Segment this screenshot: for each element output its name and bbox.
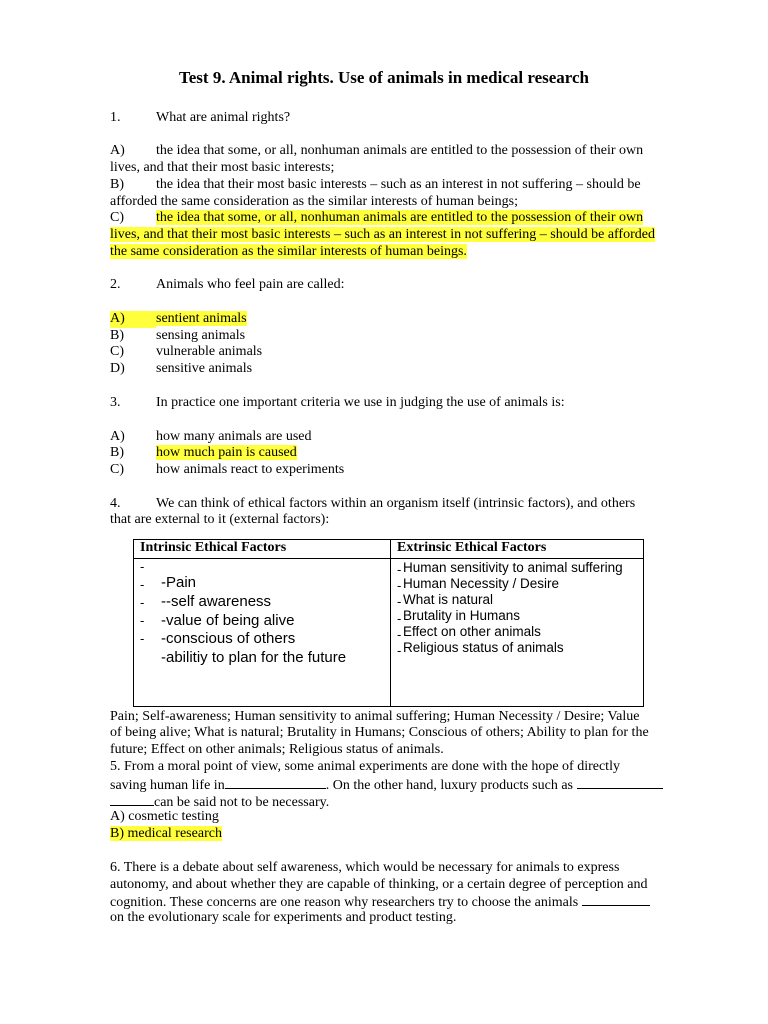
question-number: 4.	[110, 496, 121, 511]
bullet-dash: -	[140, 595, 145, 610]
highlighted-answer: sentient animals	[156, 311, 247, 326]
bullet-dash: -	[397, 611, 402, 626]
question-text: Animals who feel pain are called:	[156, 277, 345, 292]
word-bank: Pain; Self-awareness; Human sensitivity to animal suffering; Human Necessity / Desire; Value	[110, 709, 640, 724]
bullet-dash: -	[397, 627, 402, 642]
extrinsic-factor: Human sensitivity to animal suffering	[403, 560, 623, 575]
bullet-dash: -	[397, 562, 402, 577]
question-6-cont: on the evolutionary scale for experiments and product testing.	[110, 910, 457, 925]
option-text: the idea that some, or all, nonhuman animals are entitled to the possession of their own	[156, 143, 644, 158]
answer-blank[interactable]	[582, 893, 650, 906]
q1-option-a	[110, 143, 643, 160]
q2-option-a	[110, 311, 247, 328]
intrinsic-factor: -Pain	[161, 574, 197, 591]
q5-option-a: A) cosmetic testing	[110, 809, 219, 824]
option-text: how animals react to experiments	[156, 462, 345, 477]
question-text: . On the other hand, luxury products such as	[325, 778, 573, 793]
highlighted-answer: lives, and that their most basic interests – such as an interest in not suffering – should be afforded	[110, 227, 655, 242]
intrinsic-factor: -value of being alive	[161, 612, 295, 629]
bullet-dash: -	[140, 559, 145, 574]
question-text: In practice one important criteria we use in judging the use of animals is:	[156, 395, 565, 410]
highlighted-answer: the same consideration as the similar interests of human beings.	[110, 244, 467, 259]
extrinsic-factor: Brutality in Humans	[403, 608, 521, 623]
option-label: C)	[110, 344, 124, 359]
question-5: 5. From a moral point of view, some animal experiments are done with the hope of directly	[110, 759, 620, 774]
bullet-dash: -	[140, 577, 145, 592]
bullet-dash: -	[397, 594, 402, 609]
extrinsic-header: Extrinsic Ethical Factors	[391, 540, 644, 559]
q1-option-b-cont: afforded the same consideration as the similar interests of human beings;	[110, 194, 518, 209]
question-2	[110, 277, 345, 294]
option-text: sensitive animals	[156, 361, 253, 376]
answer-blank[interactable]	[110, 793, 154, 806]
q2-option-d	[110, 361, 252, 378]
option-label: B)	[110, 445, 124, 460]
intrinsic-cell	[134, 559, 391, 707]
question-4-cont: that are external to it (external factors):	[110, 512, 330, 527]
question-4	[110, 496, 635, 513]
question-6-cont: autonomy, and about whether they are capable of thinking, or a certain degree of perception and	[110, 877, 648, 892]
q1-option-c	[110, 210, 643, 227]
highlighted-answer: the idea that some, or all, nonhuman animals are entitled to the possession of their own	[156, 210, 644, 225]
option-label: D)	[110, 361, 125, 376]
intrinsic-factor: --self awareness	[161, 593, 272, 610]
q2-option-c	[110, 344, 262, 361]
question-text: saving human life in	[110, 778, 225, 793]
q1-option-a-cont: lives, and that their most basic interests;	[110, 160, 335, 175]
option-label: C)	[110, 462, 124, 477]
q5-option-b	[110, 826, 222, 843]
option-text: the idea that their most basic interests – such as an interest in not suffering – should be	[156, 177, 641, 192]
question-6-cont	[110, 893, 650, 912]
q1-option-c-cont2	[110, 244, 467, 261]
intrinsic-factor: -conscious of others	[161, 630, 296, 647]
question-text: can be said not to be necessary.	[154, 795, 330, 810]
q2-option-b	[110, 328, 245, 345]
extrinsic-factor: Human Necessity / Desire	[403, 576, 560, 591]
answer-blank[interactable]	[577, 776, 663, 789]
question-5-cont	[110, 776, 663, 795]
extrinsic-factor: What is natural	[403, 592, 494, 607]
bullet-dash: -	[140, 631, 145, 646]
extrinsic-factor: Religious status of animals	[403, 640, 564, 655]
option-label: B)	[110, 328, 124, 343]
intrinsic-header: Intrinsic Ethical Factors	[134, 540, 391, 559]
bullet-dash: -	[397, 643, 402, 658]
question-text: cognition. These concerns are one reason why researchers try to choose the animals	[110, 895, 579, 910]
q3-option-b	[110, 445, 297, 462]
intrinsic-factor: -abilitiy to plan for the future	[161, 649, 347, 666]
q3-option-c	[110, 462, 344, 479]
extrinsic-cell	[391, 559, 644, 707]
question-number: 2.	[110, 277, 121, 292]
question-6: 6. There is a debate about self awareness, which would be necessary for animals to express	[110, 860, 620, 875]
bullet-dash: -	[140, 613, 145, 628]
word-bank-cont: future; Effect on other animals; Religious status of animals.	[110, 742, 444, 757]
option-label: B)	[110, 177, 124, 192]
option-label: A)	[110, 311, 156, 328]
option-label: A)	[110, 429, 125, 444]
word-bank-cont: of being alive; What is natural; Brutality in Humans; Conscious of others; Ability to plan for the	[110, 725, 649, 740]
bullet-dash: -	[397, 578, 402, 593]
question-text: What are animal rights?	[156, 110, 291, 125]
option-label: C)	[110, 210, 124, 225]
question-number: 3.	[110, 395, 121, 410]
question-number: 1.	[110, 110, 121, 125]
question-text: We can think of ethical factors within an organism itself (intrinsic factors), and others	[156, 496, 636, 511]
extrinsic-factor: Effect on other animals	[403, 624, 541, 639]
q3-option-a	[110, 429, 312, 446]
highlighted-answer: how much pain is caused	[156, 445, 297, 460]
highlighted-answer: B) medical research	[110, 826, 222, 841]
page-title: Test 9. Animal rights. Use of animals in medical research	[178, 68, 590, 87]
option-text: sensing animals	[156, 328, 246, 343]
option-text: vulnerable animals	[156, 344, 263, 359]
option-label: A)	[110, 143, 125, 158]
q1-option-c-cont	[110, 227, 655, 244]
q1-option-b	[110, 177, 641, 194]
answer-blank[interactable]	[225, 776, 326, 789]
question-3	[110, 395, 565, 412]
ethical-factors-table	[133, 539, 644, 707]
question-1	[110, 110, 290, 127]
option-text: how many animals are used	[156, 429, 312, 444]
